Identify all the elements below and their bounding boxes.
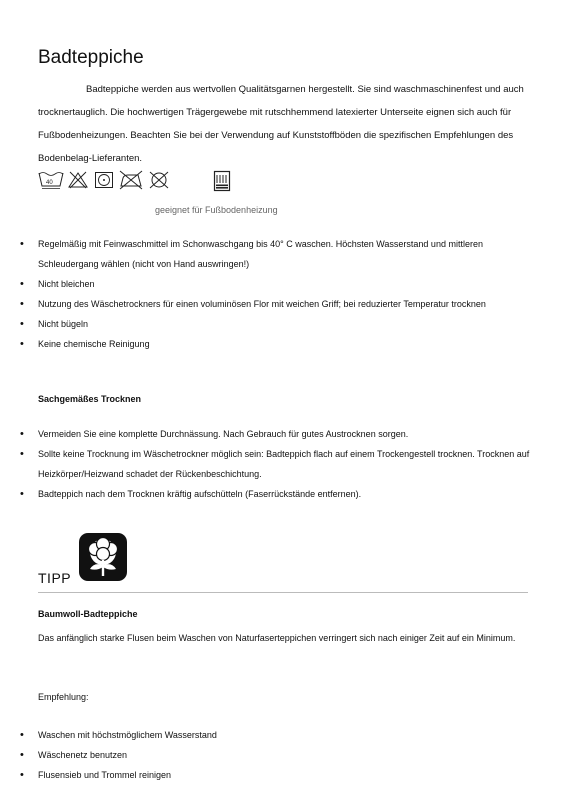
- list-item: • Nicht bügeln: [20, 314, 530, 334]
- cotton-heading: Baumwoll-Badteppiche: [38, 609, 138, 619]
- list-item: • Flusensieb und Trommel reinigen: [20, 765, 530, 785]
- section-divider: [38, 592, 528, 593]
- care-list: [20, 234, 530, 354]
- no-iron-icon: [118, 170, 144, 190]
- drying-heading: Sachgemäßes Trocknen: [38, 394, 142, 404]
- page-title: Badteppiche: [38, 47, 144, 68]
- list-item: • Vermeiden Sie eine komplette Durchnässung. Nach Gebrauch für gutes Austrocknen sorgen.: [20, 424, 530, 444]
- floor-heating-note: geeignet für Fußbodenheizung: [155, 205, 278, 215]
- care-symbols: [38, 170, 258, 194]
- no-bleach-icon: [68, 170, 88, 190]
- list-item: • Wäschenetz benutzen: [20, 745, 530, 765]
- cotton-plant-icon: [78, 532, 128, 582]
- no-dry-clean-icon: [148, 170, 170, 190]
- list-item: • Regelmäßig mit Feinwaschmittel im Schonwaschgang bis 40° C waschen. Höchsten Wasserstand und mittleren Schleudergang wählen (nicht von Hand auswringen!): [20, 234, 530, 274]
- svg-text:40: 40: [46, 180, 53, 186]
- cotton-paragraph: Das anfänglich starke Flusen beim Waschen von Naturfaserteppichen verringert sich nach einiger Zeit auf ein Minimum.: [38, 633, 516, 643]
- list-item: • Keine chemische Reinigung: [20, 334, 530, 354]
- list-item: • Sollte keine Trocknung im Wäschetrockner möglich sein: Badteppich flach auf einem Trockengestell trocknen. Trocknen auf Heizkörper/Heizwand schadet der Rückenbeschichtung.: [20, 444, 530, 484]
- recommendation-label: Empfehlung:: [38, 692, 89, 702]
- tipp-label: TIPP: [38, 570, 72, 586]
- underfloor-heating-icon: [213, 170, 231, 192]
- list-item: • Waschen mit höchstmöglichem Wasserstand: [20, 725, 530, 745]
- recommendation-list: [20, 725, 530, 785]
- intro-text: Badteppiche werden aus wertvollen Qualitätsgarnen hergestellt. Sie sind waschmaschinenfest und auch trocknertauglich. Die hochwertigen Trägergewebe mit rutschhemmend latexierter Unterseite eignen sich auch für Fußbodenheizungen. Beachten Sie bei der Verwendung auf Kunststoffböden die spezifischen Empfehlungen des Bodenbelag-Lieferanten.: [38, 84, 524, 164]
- list-item: • Nutzung des Wäschetrockners für einen voluminösen Flor mit weichen Griff; bei reduzierter Temperatur trocknen: [20, 294, 530, 314]
- tumble-dry-low-icon: [94, 170, 114, 190]
- intro-paragraph: [38, 78, 528, 170]
- list-item: • Nicht bleichen: [20, 274, 530, 294]
- wash-40-gentle-icon: [38, 170, 64, 190]
- drying-list: [20, 424, 530, 504]
- list-item: • Badteppich nach dem Trocknen kräftig aufschütteln (Faserrückstände entfernen).: [20, 484, 530, 504]
